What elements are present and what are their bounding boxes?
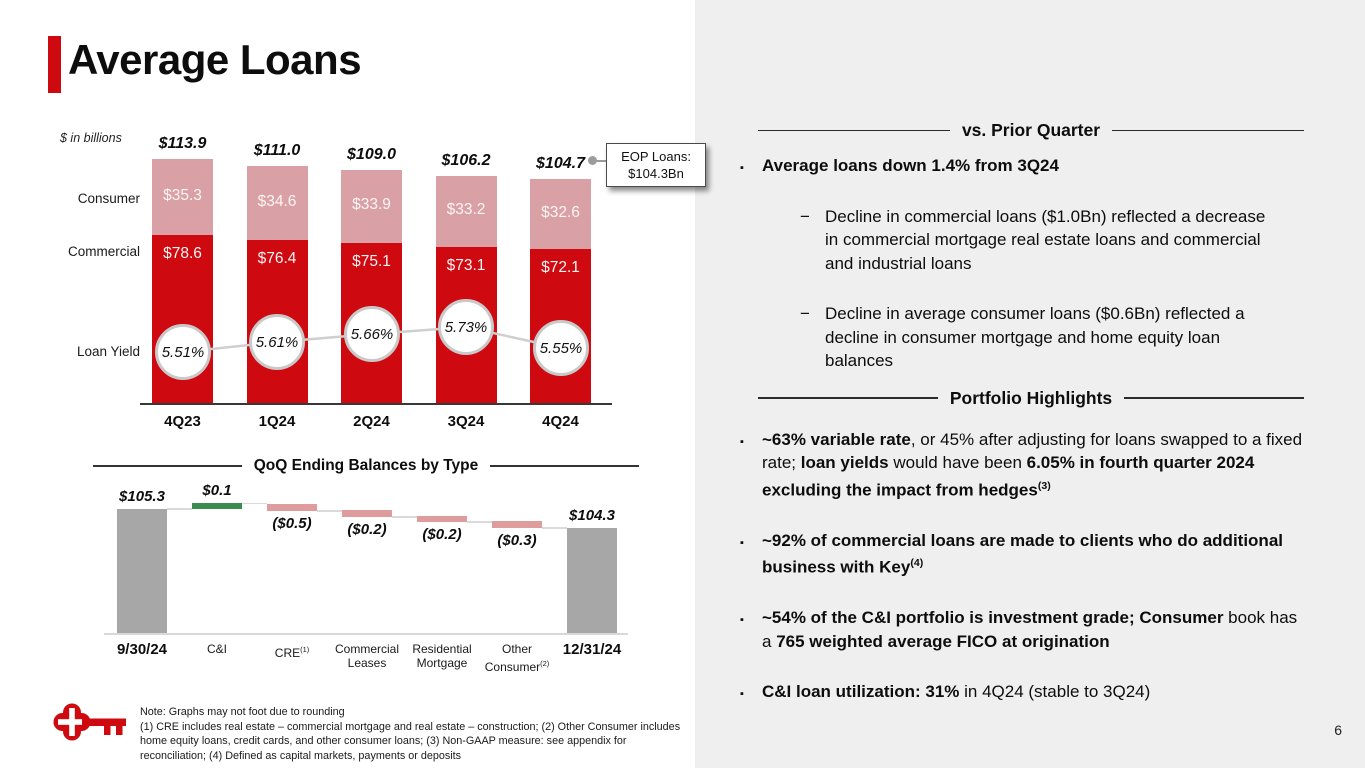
waterfall-value-label: $0.1	[202, 482, 232, 499]
loan-yield-marker: 5.66%	[344, 306, 400, 362]
waterfall-bar-decrease	[267, 504, 317, 511]
square-bullet-marker: ▪	[740, 162, 744, 174]
x-axis-category-label: 3Q24	[447, 413, 485, 430]
row-label-consumer: Consumer	[77, 191, 140, 206]
waterfall-axis-line	[104, 633, 628, 635]
consumer-value-label: $33.2	[446, 201, 486, 219]
portfolio-highlights-bullets	[738, 428, 1310, 704]
footnote-marker: (1)	[300, 645, 310, 654]
sub-bullet	[800, 205, 1280, 276]
bullet	[738, 428, 1310, 502]
waterfall-connector	[467, 521, 492, 523]
stack-total-label: $113.9	[158, 135, 207, 153]
consumer-value-label: $32.6	[541, 204, 580, 222]
prior-quarter-bullets	[738, 154, 1310, 373]
text-segment: 765 weighted average FICO at origination	[776, 631, 1110, 651]
right-panel	[738, 120, 1310, 704]
waterfall-category-line: C&I	[206, 642, 227, 656]
keybank-key-logo-icon	[52, 700, 130, 746]
heading-rule-left	[758, 130, 950, 132]
footnote-marker: (2)	[540, 658, 550, 668]
section-heading-vs-prior-quarter	[758, 120, 1304, 141]
stack-total-label: $104.7	[536, 155, 585, 173]
key-icon	[52, 700, 130, 746]
waterfall-category-label: 9/30/24	[116, 641, 168, 658]
waterfall-value-label: ($0.2)	[347, 521, 387, 538]
footnote-note-line: Note: Graphs may not foot due to rounding	[140, 706, 345, 718]
loan-yield-marker: 5.51%	[155, 324, 211, 380]
x-axis-category-label: 4Q23	[164, 413, 201, 430]
waterfall-chart-title: QoQ Ending Balances by Type	[253, 457, 479, 474]
loan-yield-marker: 5.61%	[249, 314, 305, 370]
heading-rule-right	[1112, 130, 1304, 132]
text-segment: Decline in average consumer loans ($0.6Bn) reflected a decline in consumer mortgage and home equity loan balances	[825, 304, 1245, 370]
footnote-numbered-line: (1) CRE includes real estate – commercial mortgage and real estate – construction; (2) Other Consumer includes home equity loans, credit cards, and other consumer loans; (3) Non-GAAP measure: see appendix for reconciliation; (4) Defined as capital markets, payments or deposits	[140, 720, 681, 762]
waterfall-category-line: Mortgage	[416, 655, 468, 670]
waterfall-category-line: Leases	[347, 655, 387, 670]
waterfall-bar-total	[117, 509, 167, 634]
commercial-value-label: $75.1	[352, 252, 391, 270]
consumer-value-label: $33.9	[352, 196, 391, 214]
waterfall-category-label: 12/31/24	[562, 641, 622, 658]
eop-loans-callout	[606, 143, 706, 187]
waterfall-value-label: $104.3	[569, 507, 615, 524]
footnotes-block	[140, 705, 688, 763]
loan-yield-marker: 5.55%	[533, 320, 589, 376]
bullet	[738, 606, 1310, 653]
x-axis-category-label: 1Q24	[258, 413, 296, 430]
text-segment: Average loans down 1.4% from 3Q24	[762, 156, 1059, 175]
waterfall-bar-increase	[192, 503, 242, 509]
text-segment: (4)	[910, 557, 924, 570]
text-segment: (3)	[1037, 479, 1051, 492]
text-segment: Decline in commercial loans ($1.0Bn) reflected a decrease in commercial mortgage real estate loans and commercial and industrial loans	[825, 206, 1266, 273]
text-segment: would have been	[888, 453, 1027, 472]
waterfall-bar-decrease	[417, 516, 467, 522]
section-title: Portfolio Highlights	[949, 387, 1113, 408]
sub-bullet	[800, 302, 1280, 373]
waterfall-value-label: ($0.2)	[422, 526, 462, 543]
waterfall-bar-total	[567, 528, 617, 634]
waterfall-category-line: CRE$^{(1)}$	[274, 645, 310, 660]
bullet	[738, 680, 1310, 704]
waterfall-connector	[317, 510, 342, 512]
bullet	[738, 154, 1310, 178]
text-segment: ~54% of the C&I portfolio is investment grade; Consumer	[762, 608, 1224, 628]
bullet	[738, 529, 1310, 580]
commercial-value-label: $78.6	[163, 245, 202, 263]
heading-rule-right	[1124, 397, 1304, 399]
waterfall-value-label: $105.3	[119, 488, 165, 505]
waterfall-bar-decrease	[492, 521, 542, 528]
waterfall-connector	[392, 516, 417, 518]
callout-connector-dot	[588, 156, 597, 165]
waterfall-chart-title-row	[93, 457, 639, 475]
text-segment: book has a	[762, 608, 1298, 651]
section-heading-portfolio-highlights	[758, 388, 1304, 409]
stack-total-label: $109.0	[347, 145, 396, 163]
eop-loans-callout-line1: EOP Loans:	[621, 149, 691, 164]
consumer-value-label: $35.3	[163, 187, 202, 205]
commercial-value-label: $72.1	[541, 259, 580, 277]
waterfall-category-line: Other	[501, 642, 532, 656]
units-note: $ in billions	[60, 131, 122, 145]
loan-yield-marker: 5.73%	[438, 299, 494, 355]
stack-total-label: $106.2	[441, 151, 491, 169]
waterfall-category-line: Commercial	[334, 642, 399, 656]
stack-total-label: $111.0	[253, 141, 301, 159]
commercial-value-label: $73.1	[446, 256, 486, 274]
page-title: Average Loans	[68, 36, 362, 83]
square-bullet-marker: ▪	[740, 688, 744, 701]
x-axis-category-label: 4Q24	[542, 413, 579, 430]
waterfall-value-label: ($0.5)	[272, 515, 312, 532]
waterfall-connector	[167, 508, 192, 510]
text-segment: ~63% variable rate	[762, 429, 911, 449]
text-segment: loan yields	[800, 453, 889, 472]
dash-marker: −	[800, 206, 810, 226]
waterfall-value-label: ($0.3)	[497, 532, 537, 549]
text-segment: , or 45% after adjusting for loans swapped to a fixed rate;	[762, 429, 1303, 472]
x-axis-line	[140, 403, 612, 405]
waterfall-category-line: Consumer$^{(2)}$	[484, 658, 550, 674]
square-bullet-marker: ▪	[740, 536, 744, 549]
square-bullet-marker: ▪	[740, 435, 744, 448]
waterfall-connector	[542, 527, 567, 529]
row-label-commercial: Commercial	[67, 244, 140, 259]
text-segment: C&I loan utilization: 31%	[762, 682, 960, 702]
eop-loans-callout-line2: $104.3Bn	[628, 166, 684, 181]
waterfall-bar-decrease	[342, 510, 392, 517]
waterfall-connector	[242, 503, 267, 505]
title-rule-left	[93, 465, 242, 467]
x-axis-category-label: 2Q24	[353, 413, 390, 430]
row-label-loan-yield: Loan Yield	[76, 344, 140, 359]
heading-rule-left	[758, 397, 938, 399]
text-segment: in 4Q24 (stable to 3Q24)	[959, 682, 1151, 702]
square-bullet-marker: ▪	[740, 614, 744, 627]
text-segment: ~92% of commercial loans are made to clients who do additional business with Key	[762, 530, 1283, 577]
section-title: vs. Prior Quarter	[961, 120, 1101, 140]
consumer-value-label: $34.6	[257, 192, 297, 210]
page-number: 6	[1334, 722, 1342, 738]
waterfall-category-line: Residential	[412, 642, 472, 656]
text-segment: 6.05% in fourth quarter 2024 excluding the impact from hedges	[762, 453, 1255, 500]
commercial-value-label: $76.4	[257, 249, 297, 267]
title-rule-right	[490, 465, 639, 467]
dash-marker: −	[800, 304, 810, 323]
